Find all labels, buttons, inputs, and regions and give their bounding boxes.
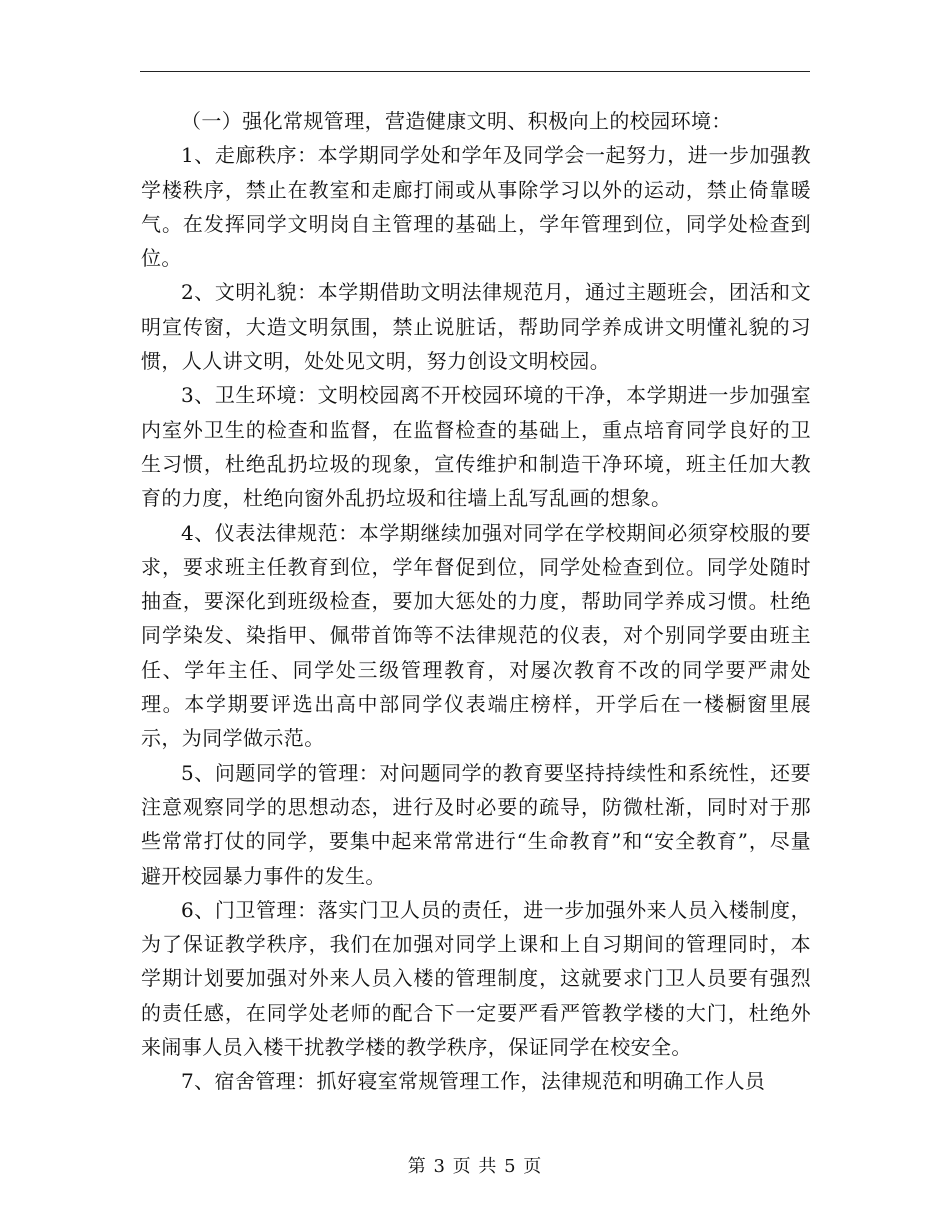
section-heading: （一）强化常规管理，营造健康文明、积极向上的校园环境： [181, 109, 732, 133]
paragraph-dormitory: 7、宿舍管理：抓好寝室常规管理工作，法律规范和明确工作人员 [181, 1069, 766, 1094]
header-rule [140, 71, 810, 72]
paragraph-hygiene: 3、卫生环境：文明校园离不开校园环境的干净，本学期进一步加强室内室外卫生的检查和监督，在监督检查的基础上，重点培育同学良好的卫生习惯，杜绝乱扔垃圾的现象，宣传维护和制造干净环境，班主任加大教育的力度，杜绝向窗外乱扔垃圾和往墙上乱写乱画的想象。 [141, 383, 811, 511]
paragraph-problem-students: 5、问题同学的管理：对问题同学的教育要坚持持续性和系统性，还要注意观察同学的思想动态，进行及时必要的疏导，防微杜渐，同时对于那些常常打仗的同学，要集中起来常常进行“生命教育”和“安全教育”，尽量避开校园暴力事件的发生。 [141, 760, 811, 888]
page-number: 第 3 页 共 5 页 [407, 1156, 543, 1177]
document-body [141, 104, 811, 1099]
paragraph-appearance: 4、仪表法律规范：本学期继续加强对同学在学校期间必须穿校服的要求，要求班主任教育到位，学年督促到位，同学处检查到位。同学处随时抽查，要深化到班级检查，要加大惩处的力度，帮助同学养成习惯。杜绝同学染发、染指甲、佩带首饰等不法律规范的仪表，对个别同学要由班主任、学年主任、同学处三级管理教育，对屡次教育不改的同学要严肃处理。本学期要评选出高中部同学仪表端庄榜样，开学后在一楼橱窗里展示，为同学做示范。 [141, 520, 811, 751]
paragraph-corridor-order: 1、走廊秩序：本学期同学处和学年及同学会一起努力，进一步加强教学楼秩序，禁止在教室和走廊打闹或从事除学习以外的运动，禁止倚靠暖气。在发挥同学文明岗自主管理的基础上，学年管理到位，同学处检查到位。 [141, 143, 811, 271]
paragraph-civility: 2、文明礼貌：本学期借助文明法律规范月，通过主题班会，团活和文明宣传窗，大造文明氛围，禁止说脏话，帮助同学养成讲文明懂礼貌的习惯，人人讲文明，处处见文明，努力创设文明校园。 [141, 280, 811, 374]
paragraph-gate-security: 6、门卫管理：落实门卫人员的责任，进一步加强外来人员入楼制度，为了保证教学秩序，我们在加强对同学上课和上自习期间的管理同时，本学期计划要加强对外来人员入楼的管理制度，这就要求门卫人员要有强烈的责任感，在同学处老师的配合下一定要严看严管教学楼的大门，杜绝外来闹事人员入楼干扰教学楼的教学秩序，保证同学在校安全。 [141, 897, 811, 1060]
